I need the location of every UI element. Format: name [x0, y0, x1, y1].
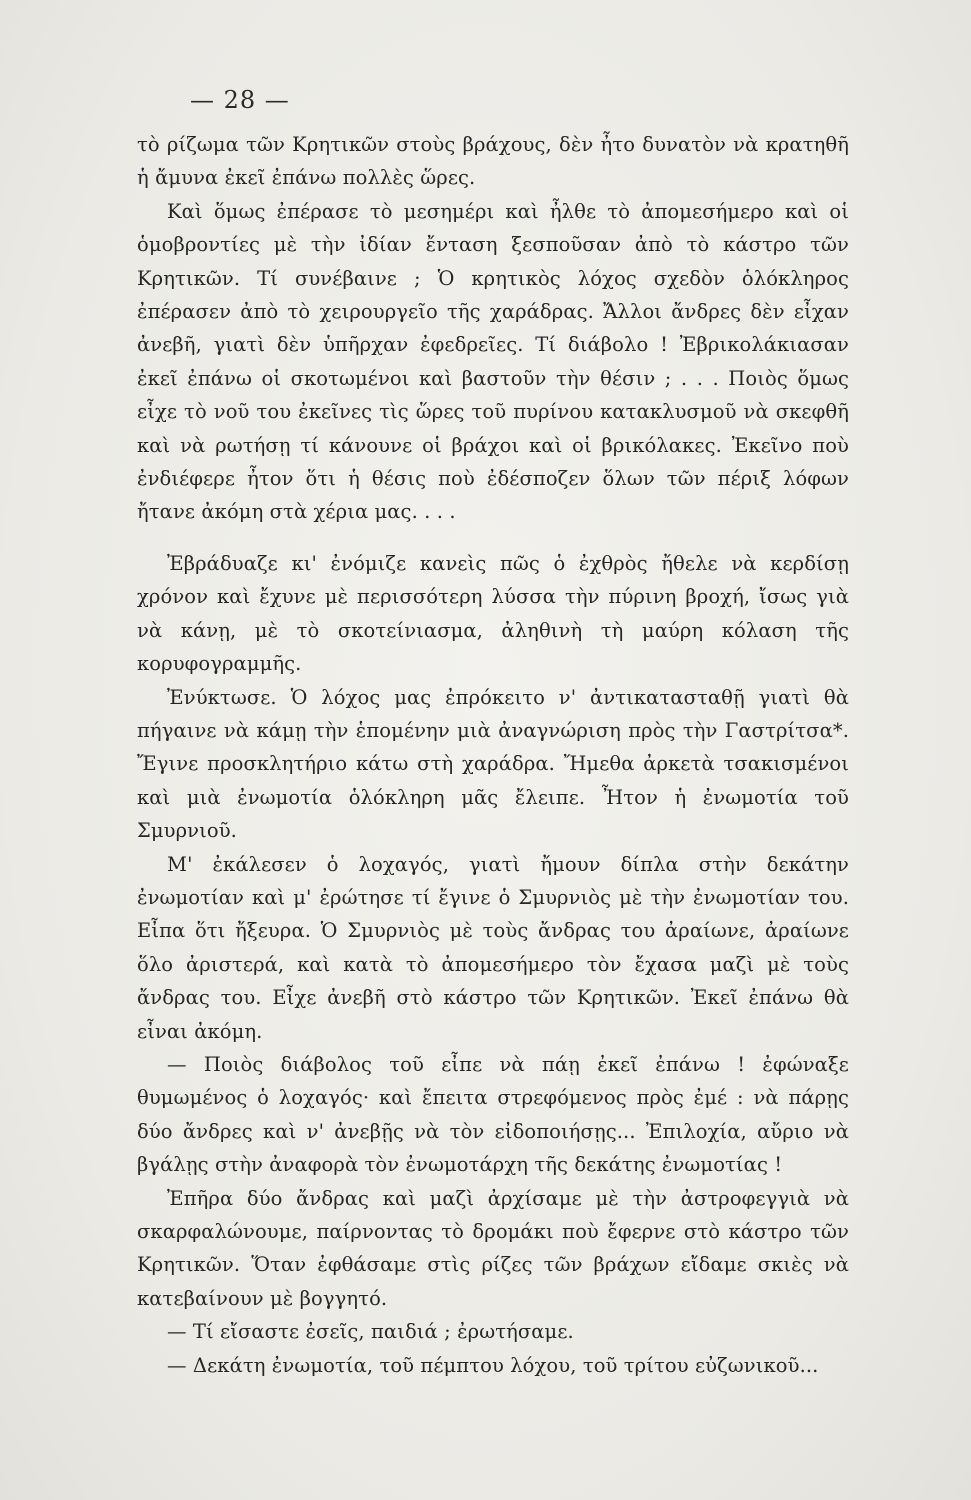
paragraph-2: Καὶ ὅμως ἐπέρασε τὸ μεσημέρι καὶ ἦλθε τὸ ἀπομεσήμερο καὶ οἱ ὁμοβροντίες μὲ τὴν ἰδίαν ἔνταση ξεσποῦσαν ἀπὸ τὸ κάστρο τῶν Κρητικῶν. Τί συνέβαινε ; Ὁ κρητικὸς λόχος σχεδὸν ὁλόκληρος ἐπέρασεν ἀπὸ τὸ χειρουργεῖο τῆς χαράδρας. Ἄλλοι ἄνδρες δὲν εἶχαν ἀνεβῆ, γιατὶ δὲν ὑπῆρχαν ἐφεδρεῖες. Τί διάβολο ! Ἐβρικολάκιασαν ἐκεῖ ἐπάνω οἱ σκοτωμένοι καὶ βαστοῦν τὴν θέσιν ; . . . Ποιὸς ὅμως εἶχε τὸ νοῦ του ἐκεῖνες τὶς ὥρες τοῦ πυρίνου κατακλυσμοῦ νὰ σκεφθῆ καὶ νὰ ρωτήσῃ τί κάνουνε οἱ βράχοι καὶ οἱ βρικόλακες. Ἐκεῖνο ποὺ ἐνδιέφερε ἦτον ὅτι ἡ θέσις ποὺ ἐδέσποζεν ὅλων τῶν πέριξ λόφων ἤτανε ἀκόμη στὰ χέρια μας. . . .: [137, 199, 849, 524]
dialogue-2: — Τί εἴσαστε ἐσεῖς, παιδιά ; ἐρωτήσαμε.: [167, 1320, 574, 1344]
dialogue-3: — Δεκάτη ἐνωμοτία, τοῦ πέμπτου λόχου, τοῦ τρίτου εὐζωνικοῦ...: [167, 1353, 819, 1377]
paragraph-4: Ἐνύκτωσε. Ὁ λόχος μας ἐπρόκειτο ν' ἀντικατασταθῇ γιατὶ θὰ πήγαινε νὰ κάμῃ τὴν ἑπομένην μιὰ ἀναγνώριση πρὸς τὴν Γαστρίτσα*. Ἔγινε προσκλητήριο κάτω στὴ χαράδρα. Ἤμεθα ἀρκετὰ τσακισμένοι καὶ μιὰ ἐνωμοτία ὁλόκληρη μᾶς ἔλειπε. Ἦτον ἡ ἐνωμοτία τοῦ Σμυρνιοῦ.: [137, 685, 849, 843]
page-number: — 28 —: [190, 86, 290, 114]
paragraph-3: Ἐβράδυαζε κι' ἐνόμιζε κανεὶς πῶς ὁ ἐχθρὸς ἤθελε νὰ κερδίσῃ χρόνον καὶ ἔχυνε μὲ περισσότερη λύσσα τὴν πύρινη βροχή, ἴσως γιὰ νὰ κάνῃ, μὲ τὸ σκοτείνιασμα, ἀληθινὴ τὴ μαύρη κόλαση τῆς κορυφογραμμῆς.: [137, 551, 849, 676]
paragraph-1: τὸ ρίζωμα τῶν Κρητικῶν στοὺς βράχους, δὲν ἦτο δυνατὸν νὰ κρατηθῆ ἡ ἄμυνα ἐκεῖ ἐπάνω πολλὲς ὥρες.: [137, 133, 849, 190]
paragraph-5: Μ' ἐκάλεσεν ὁ λοχαγός, γιατὶ ἤμουν δίπλα στὴν δεκάτην ἐνωμοτίαν καὶ μ' ἐρώτησε τί ἔγινε ὁ Σμυρνιὸς μὲ τὴν ἐνωμοτίαν του. Εἶπα ὅτι ἤξευρα. Ὁ Σμυρνιὸς μὲ τοὺς ἄνδρας του ἀραίωνε, ἀραίωνε ὅλο ἀριστερά, καὶ κατὰ τὸ ἀπομεσήμερο τὸν ἔχασα μαζὶ μὲ τοὺς ἄνδρας του. Εἶχε ἀνεβῆ στὸ κάστρο τῶν Κρητικῶν. Ἐκεῖ ἐπάνω θὰ εἶναι ἀκόμη.: [137, 852, 849, 1043]
dialogue-1: — Ποιὸς διάβολος τοῦ εἶπε νὰ πάῃ ἐκεῖ ἐπάνω ! ἐφώναξε θυμωμένος ὁ λοχαγός· καὶ ἔπειτα στρεφόμενος πρὸς ἐμέ : νὰ πάρῃς δύο ἄνδρες καὶ ν' ἀνεβῇς νὰ τὸν εἰδοποιήσῃς... Ἐπιλοχία, αὔριο νὰ βγάλῃς στὴν ἀναφορὰ τὸν ἐνωμοτάρχη τῆς δεκάτης ἐνωμοτίας !: [137, 1052, 849, 1177]
paragraph-6: Ἐπῆρα δύο ἄνδρας καὶ μαζὶ ἀρχίσαμε μὲ τὴν ἀστροφεγγιὰ νὰ σκαρφαλώνουμε, παίρνοντας τὸ δρομάκι ποὺ ἔφερνε στὸ κάστρο τῶν Κρητικῶν. Ὅταν ἐφθάσαμε στὶς ρίζες τῶν βράχων εἴδαμε σκιὲς νὰ κατεβαίνουν μὲ βογγητό.: [137, 1186, 849, 1310]
body-text: [137, 128, 849, 1382]
